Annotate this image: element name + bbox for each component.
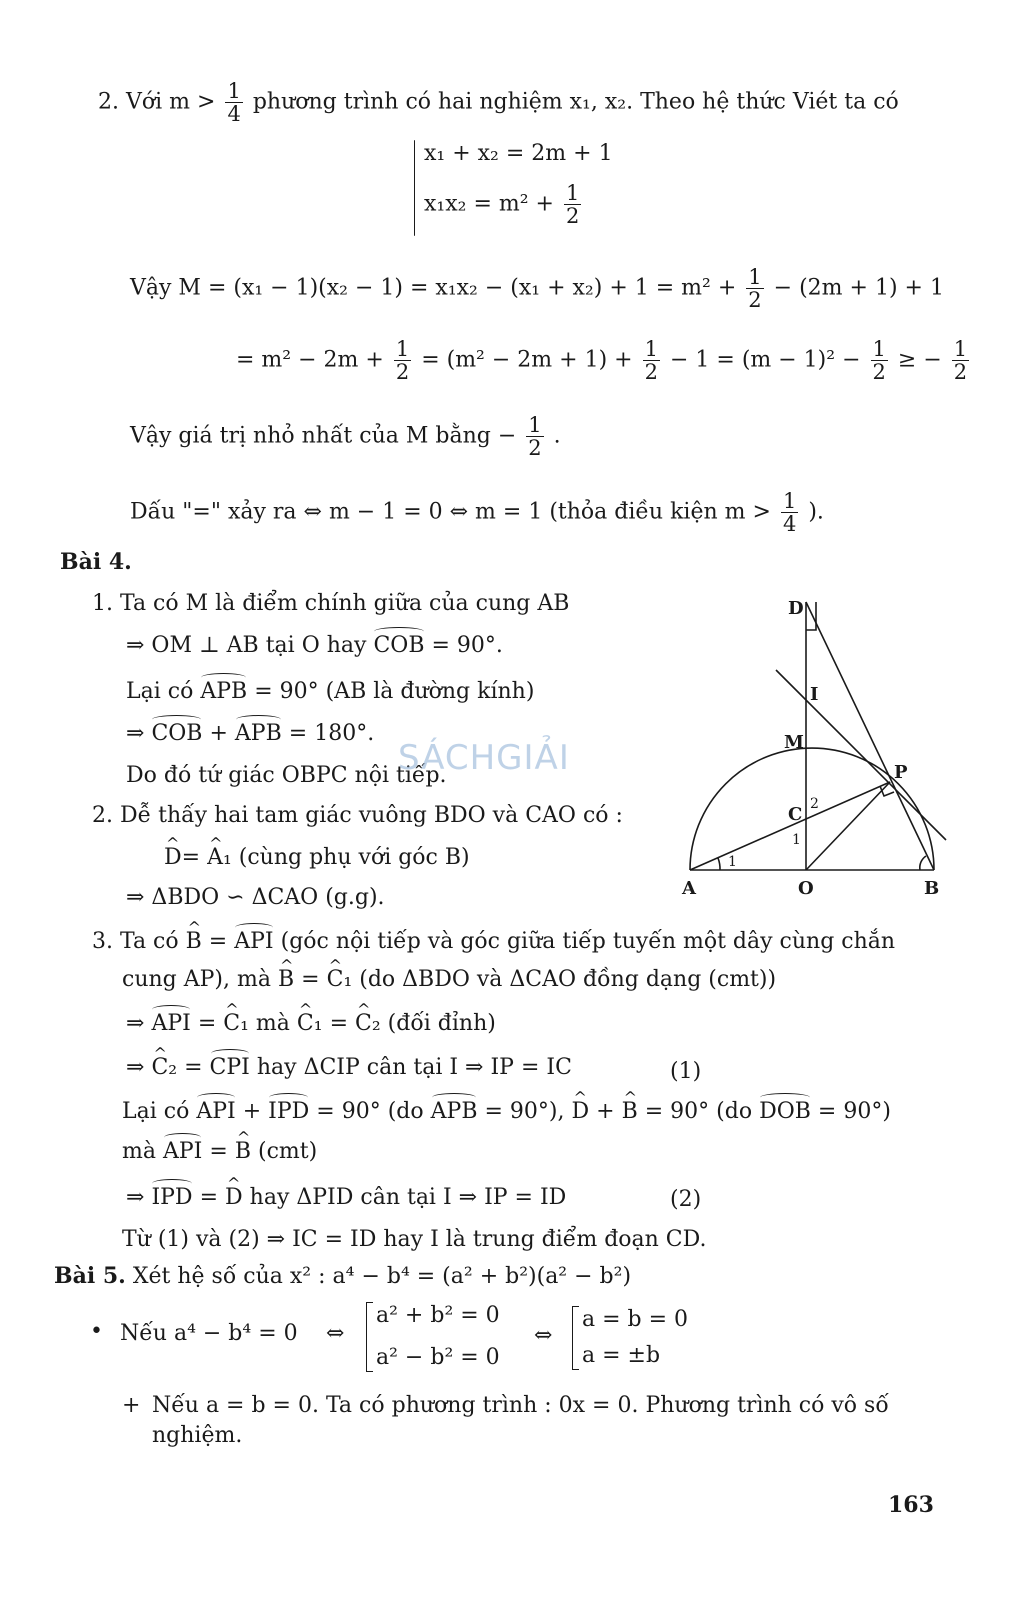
bai4-line: 3. Ta có ^ B = API (góc nội tiếp và góc giữa tiếp tuyến một dây cùng chắn	[92, 928, 895, 956]
label-d: D	[788, 598, 804, 619]
arc-angle: COB	[373, 633, 425, 658]
angle-mark-a	[718, 858, 720, 870]
equation-tag-1: (1)	[670, 1059, 702, 1084]
case-line: a = ±b	[582, 1343, 661, 1368]
bracket	[366, 1302, 373, 1372]
bai4-line: ⇒ COB + APB = 180°.	[126, 721, 375, 746]
label-angle-c1: 1	[792, 832, 801, 848]
label-m: M	[784, 732, 804, 753]
bai4-line: cung AP), mà ^ B = ^ C₁ (do ΔBDO và ΔCAO đồng dạng (cmt))	[122, 966, 776, 994]
fraction: $\frac{1}{4}$	[227, 79, 241, 126]
label-i: I	[810, 684, 819, 705]
bai4-line: ^ D= ^ A₁ (cùng phụ với góc B)	[164, 844, 470, 872]
label-p: P	[894, 762, 908, 783]
bullet-icon: •	[90, 1319, 103, 1344]
equiv-symbol: ⇔	[326, 1321, 345, 1346]
system-eq-1: x₁ + x₂ = 2m + 1	[424, 141, 613, 166]
angle-mark-b	[920, 856, 926, 870]
arc-angle: APB	[200, 679, 248, 704]
equation-tag-2: (2)	[670, 1187, 702, 1212]
bai4-line: ⇒ IPD = ^ D hay ΔPID cân tại I ⇒ IP = ID	[126, 1184, 566, 1212]
page-number: 163	[888, 1492, 934, 1518]
bai4-line: ⇒ ΔBDO ∽ ΔCAO (g.g).	[126, 885, 385, 910]
bracket	[572, 1306, 579, 1370]
system-eq-2: x₁x₂ = m² + $\frac{1}{2}$	[424, 181, 580, 228]
case-line: a² + b² = 0	[376, 1303, 500, 1328]
label-o: O	[798, 878, 814, 899]
bai5-line: nghiệm.	[152, 1423, 243, 1448]
bai4-line: mà API = ^ B (cmt)	[122, 1138, 317, 1166]
label-b: B	[924, 878, 940, 899]
bai4-line: ⇒ ^ C₂ = CPI hay ΔCIP cân tại I ⇒ IP = IC	[126, 1054, 572, 1082]
bai4-line: 2. Dễ thấy hai tam giác vuông BDO và CAO có :	[92, 803, 623, 828]
bai4-title: Bài 4.	[60, 549, 132, 575]
right-angle-mark	[880, 786, 894, 796]
m-expression-line-2: = m² − 2m + $\frac{1}{2}$ = (m² − 2m + 1) + $\frac{1}{2}$ − 1 = (m − 1)² − $\frac{1}{2}$ ≥ − $\frac{1}{2}$	[236, 337, 968, 384]
bai4-line: Lại có API + IPD = 90° (do APB = 90°), ^ D + ^ B = 90° (do DOB = 90°)	[122, 1098, 891, 1126]
watermark-logo: SÁCHGIẢI	[398, 738, 570, 778]
bai4-line: Từ (1) và (2) ⇒ IC = ID hay I là trung điểm đoạn CD.	[122, 1227, 707, 1252]
equiv-symbol: ⇔	[534, 1323, 553, 1348]
viet-intro-line: 2. Với m > $\frac{1}{4}$ phương trình có hai nghiệm x₁, x₂. Theo hệ thức Viét ta có	[98, 79, 899, 126]
bai5-line: Bài 5. Xét hệ số của x² : a⁴ − b⁴ = (a² + b²)(a² − b²)	[54, 1263, 632, 1289]
label-angle-a1: 1	[728, 854, 737, 870]
line-db	[806, 602, 934, 870]
geometry-figure	[680, 590, 970, 910]
label-a: A	[682, 878, 696, 899]
bai4-line: Lại có APB = 90° (AB là đường kính)	[126, 679, 535, 704]
equality-line: Dấu "=" xảy ra ⇔ m − 1 = 0 ⇔ m = 1 (thỏa điều kiện m > $\frac{1}{4}$ ).	[130, 489, 824, 536]
case-line: a = b = 0	[582, 1307, 689, 1332]
line-ap	[690, 782, 890, 870]
label-angle-c2: 2	[810, 796, 819, 812]
system-brace	[414, 140, 415, 236]
min-value-line: Vậy giá trị nhỏ nhất của M bằng − $\frac{1}{2}$ .	[130, 413, 561, 460]
label-c: C	[788, 804, 803, 825]
plus-marker: +	[122, 1393, 141, 1418]
bai4-line: Do đó tứ giác OBPC nội tiếp.	[126, 763, 447, 788]
bai4-line: ⇒ API = ^ C₁ mà ^ C₁ = ^ C₂ (đối đỉnh)	[126, 1010, 496, 1038]
m-expression-line-1: Vậy M = (x₁ − 1)(x₂ − 1) = x₁x₂ − (x₁ + x₂) + 1 = m² + $\frac{1}{2}$ − (2m + 1) + 1	[130, 265, 944, 312]
bai4-line: ⇒ OM ⊥ AB tại O hay COB = 90°.	[126, 633, 503, 658]
bai5-condition: Nếu a⁴ − b⁴ = 0	[120, 1321, 298, 1346]
bai4-line: 1. Ta có M là điểm chính giữa của cung AB	[92, 591, 570, 616]
bai5-line: Nếu a = b = 0. Ta có phương trình : 0x = 0. Phương trình có vô số	[152, 1393, 889, 1418]
case-line: a² − b² = 0	[376, 1345, 500, 1370]
